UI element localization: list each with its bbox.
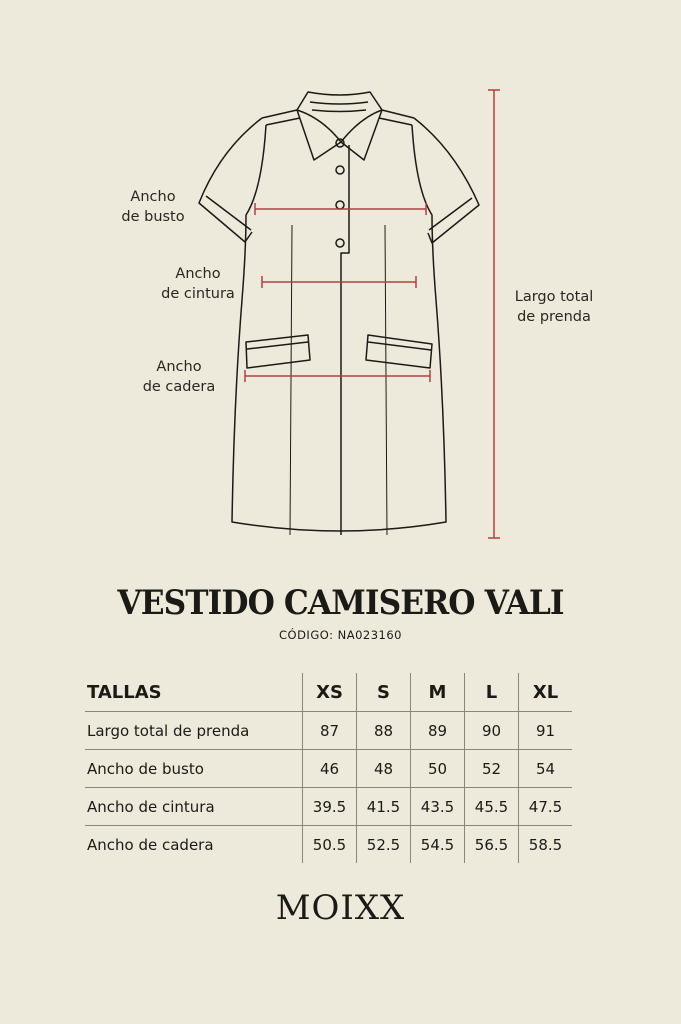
cell: 56.5 [465, 826, 519, 864]
bust-label-line2: de busto [121, 209, 185, 225]
brand-logo: MOIXX [275, 888, 406, 928]
cell: 58.5 [519, 826, 573, 864]
cell: 54.5 [411, 826, 465, 864]
row-label: Largo total de prenda [85, 712, 303, 750]
table-row [85, 826, 572, 864]
table-row [85, 750, 572, 788]
product-code: CÓDIGO: NA023160 [279, 628, 402, 642]
size-table [85, 673, 572, 863]
cell: 47.5 [519, 788, 573, 826]
hip-measure-line [245, 370, 430, 382]
waist-label-line2: de cintura [161, 286, 235, 302]
dress-outline [199, 92, 479, 535]
hip-label [129, 357, 229, 397]
cell: 39.5 [303, 788, 357, 826]
cell: 52 [465, 750, 519, 788]
table-row [85, 712, 572, 750]
cell: 88 [357, 712, 411, 750]
cell: 45.5 [465, 788, 519, 826]
header-cell: XL [519, 673, 573, 712]
bust-measure-line [255, 203, 426, 215]
header-cell: L [465, 673, 519, 712]
cell: 50 [411, 750, 465, 788]
cell: 50.5 [303, 826, 357, 864]
cell: 90 [465, 712, 519, 750]
waist-measure-line [262, 276, 416, 288]
header-cell: M [411, 673, 465, 712]
waist-label-line1: Ancho [175, 266, 221, 282]
header-cell: TALLAS [87, 681, 162, 703]
cell: 41.5 [357, 788, 411, 826]
table-row [85, 788, 572, 826]
cell: 52.5 [357, 826, 411, 864]
waist-label [148, 264, 248, 304]
cell: 46 [303, 750, 357, 788]
cell: 48 [357, 750, 411, 788]
bust-label [103, 187, 203, 227]
hip-label-line2: de cadera [142, 379, 216, 395]
cell: 87 [303, 712, 357, 750]
length-label-line1: Largo total [514, 289, 594, 305]
buttons [336, 139, 344, 247]
header-cell: XS [303, 673, 357, 712]
hip-label-line1: Ancho [156, 359, 202, 375]
length-label [499, 287, 609, 327]
table-header-row [85, 673, 572, 712]
bust-label-line1: Ancho [130, 189, 176, 205]
cell: 89 [411, 712, 465, 750]
row-label: Ancho de cadera [85, 826, 303, 864]
row-label: Ancho de busto [85, 750, 303, 788]
product-title: VESTIDO CAMISERO VALI [117, 583, 564, 623]
header-cell: S [357, 673, 411, 712]
cell: 43.5 [411, 788, 465, 826]
cell: 54 [519, 750, 573, 788]
cell: 91 [519, 712, 573, 750]
row-label: Ancho de cintura [85, 788, 303, 826]
length-label-line2: de prenda [517, 309, 591, 325]
